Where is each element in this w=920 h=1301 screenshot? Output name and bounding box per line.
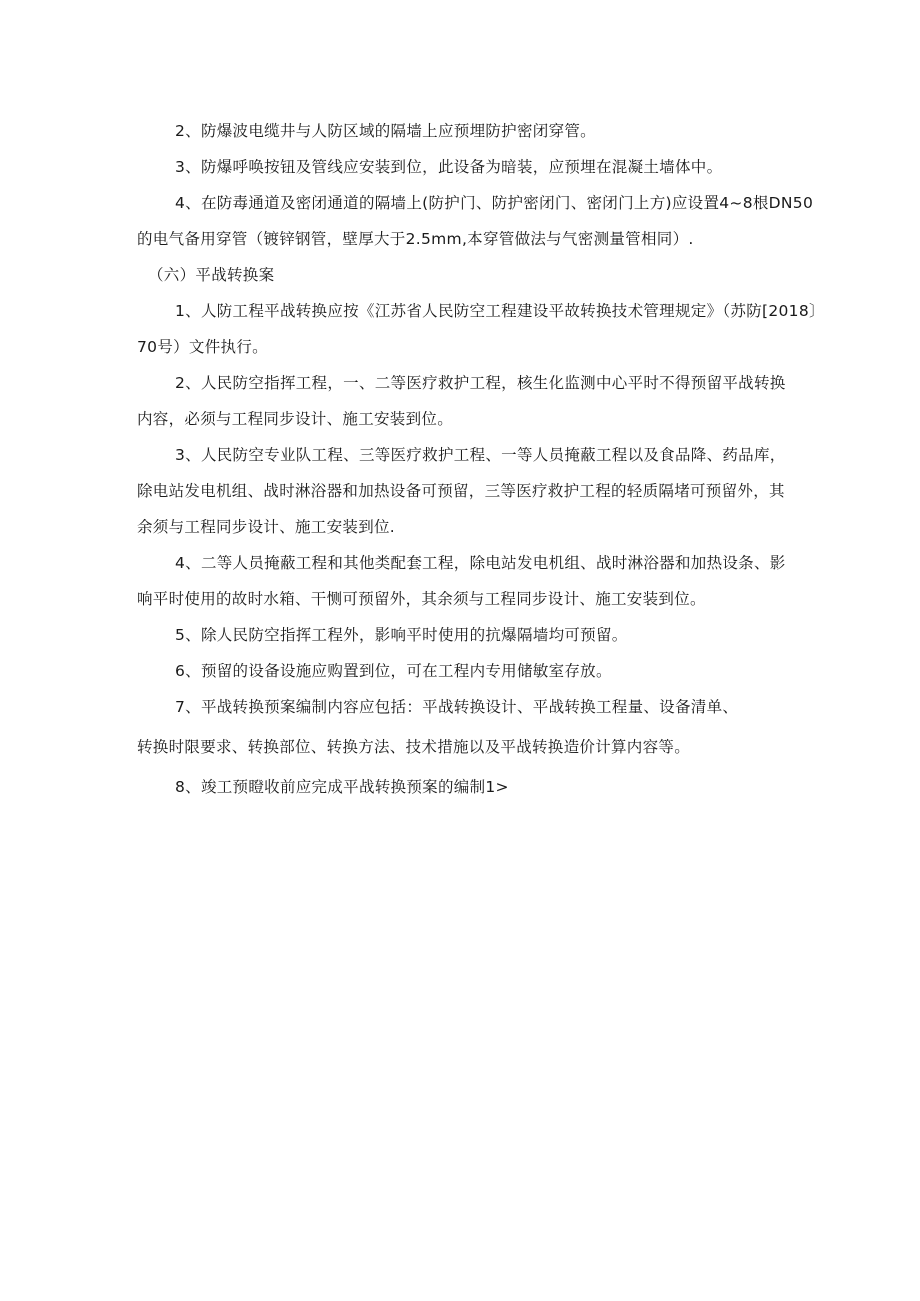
paragraph-line: 余须与工程同步设计、施工安装到位. [137,518,396,536]
paragraph-line: 4、二等人员掩蔽工程和其他类配套工程，除电站发电机组、战时淋浴器和加热设条、影 [175,554,786,572]
paragraph-line: 4、在防毒通道及密闭通道的隔墙上(防护门、防护密闭门、密闭门上方)应设置4~8根DN50 [175,194,814,212]
paragraph-line: 响平时使用的故时水箱、干恻可预留外，其余须与工程同步设计、施工安装到位。 [137,590,706,608]
paragraph-line: 内容，必须与工程同步设计、施工安装到位。 [137,410,454,428]
paragraph-line: 2、防爆波电缆井与人防区域的隔墙上应预埋防护密闭穿管。 [175,122,596,140]
paragraph-line: 除电站发电机组、战时淋浴器和加热设备可预留，三等医疗救护工程的轻质隔堵可预留外，其 [137,482,785,500]
paragraph-line: 7、平战转换预案编制内容应包括：平战转换设计、平战转换工程量、设备清单、 [175,698,739,716]
paragraph-line: 5、除人民防空指挥工程外，影响平时使用的抗爆隔墙均可预留。 [175,626,628,644]
paragraph-line: 转换时限要求、转换部位、转换方法、技术措施以及平战转换造价计算内容等。 [137,738,691,756]
paragraph-line: 3、人民防空专业队工程、三等医疗救护工程、一等人员掩蔽工程以及食品降、药品库， [175,446,786,464]
paragraph-line: 6、预留的设备设施应购置到位，可在工程内专用储敏室存放。 [175,662,612,680]
paragraph-line: 70号）文件执行。 [137,338,268,356]
section-heading: （六）平战转换案 [148,266,275,284]
paragraph-line: 的电气备用穿管（镀锌钢管，壁厚大于2.5mm,本穿管做法与气密测量管相同）. [137,230,694,248]
paragraph-line: 1、人防工程平战转换应按《江苏省人民防空工程建设平故转换技术管理规定》（苏防[2018〕 [175,302,825,320]
paragraph-line: 2、人民防空指挥工程，一、二等医疗救护工程，核生化监测中心平时不得预留平战转换 [175,374,786,392]
paragraph-line: 8、竣工预瞪收前应完成平战转换预案的编制1> [175,778,509,796]
paragraph-line: 3、防爆呼唤按钮及管线应安装到位，此设备为暗装，应预埋在混凝土墙体中。 [175,158,723,176]
